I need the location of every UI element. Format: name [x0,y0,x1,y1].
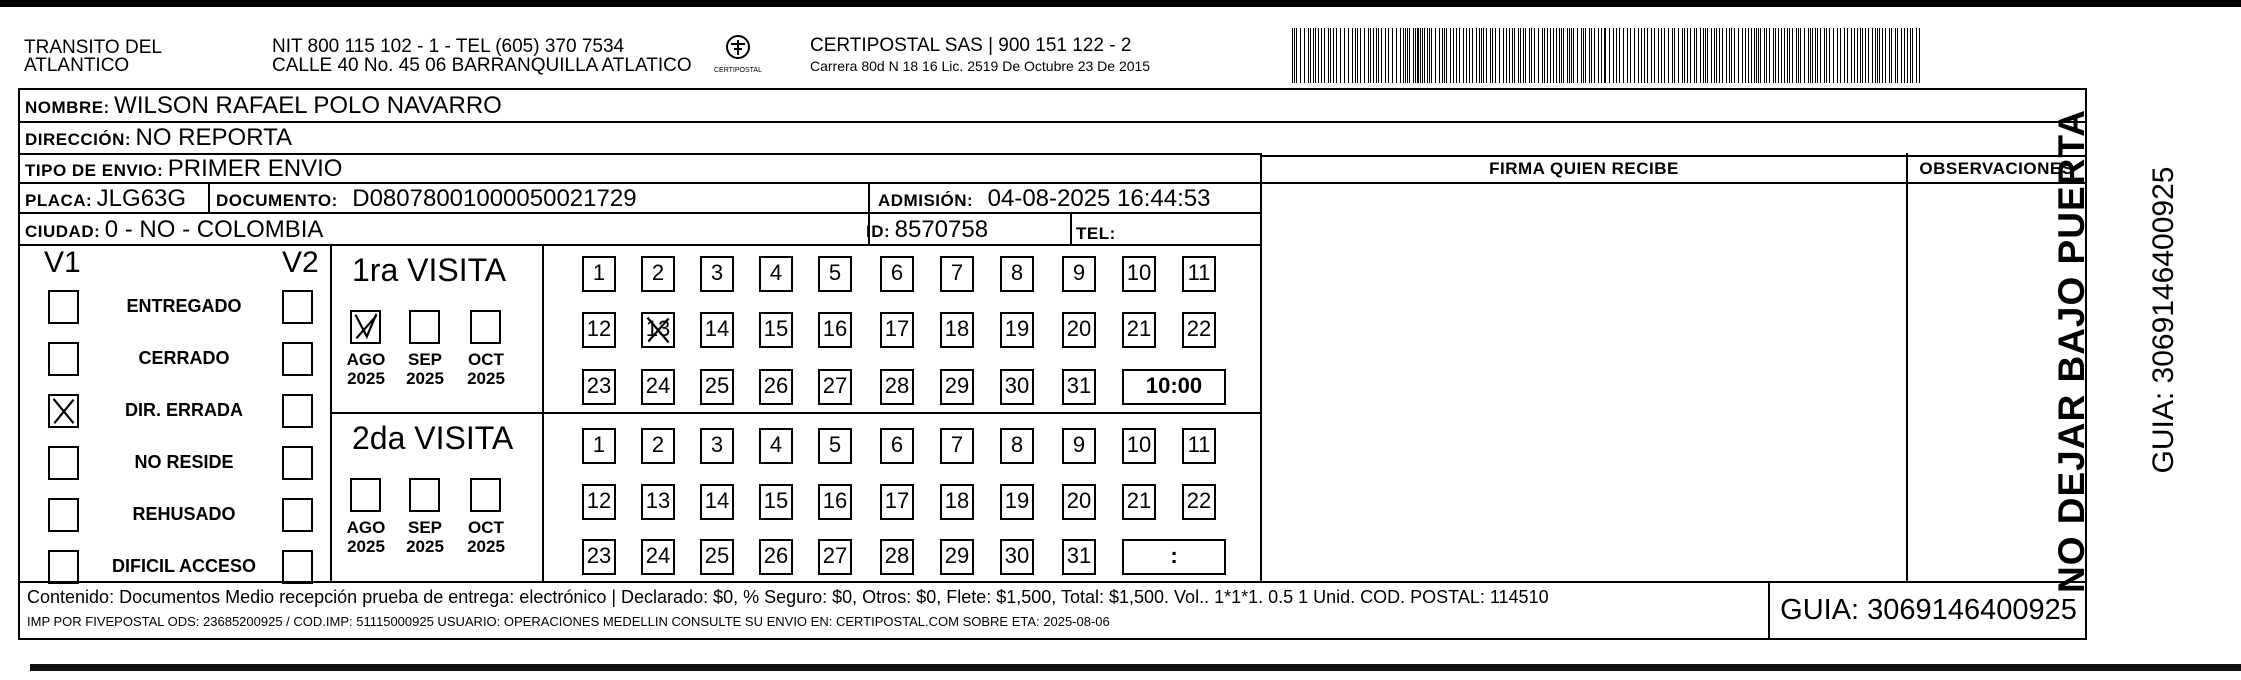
day-box[interactable]: 22 [1182,484,1216,520]
month-checkbox[interactable] [470,478,501,512]
month-checkbox[interactable] [409,478,440,512]
day-box[interactable]: 16 [818,312,852,348]
month-label: OCT 2025 [467,350,505,388]
v2-checkbox[interactable] [282,342,313,376]
day-box[interactable]: 22 [1182,312,1216,348]
day-box[interactable]: 31 [1062,369,1096,405]
day-box[interactable]: 31 [1062,539,1096,575]
month-label: AGO 2025 [346,350,386,388]
v2-label: V2 [282,246,319,279]
day-box[interactable]: 25 [700,539,734,575]
day-box[interactable]: 13 [641,312,675,348]
status-option-label: ENTREGADO [126,296,242,316]
status-option-label: NO RESIDE [134,452,234,472]
month-checkbox[interactable] [350,310,381,344]
v1-checkbox[interactable] [48,394,79,428]
day-box[interactable]: 26 [759,539,793,575]
day-box[interactable]: 15 [759,484,793,520]
day-box[interactable]: 5 [818,428,852,464]
v1-checkbox[interactable] [48,446,79,480]
v2-checkbox[interactable] [282,498,313,532]
day-box[interactable]: 28 [880,539,914,575]
day-box[interactable]: 2 [641,256,675,292]
month-label: OCT 2025 [467,518,505,556]
day-box[interactable]: 26 [759,369,793,405]
v1-label: V1 [44,246,81,279]
tipo-envio-row [25,155,342,183]
firma-area[interactable] [1262,183,1906,581]
day-box[interactable]: 6 [880,256,914,292]
day-box[interactable]: 7 [940,428,974,464]
first-visit-title: 1ra VISITA [352,252,507,288]
day-box[interactable]: 27 [818,369,852,405]
status-option-label: CERRADO [138,348,230,368]
day-box[interactable]: 12 [582,312,616,348]
day-box[interactable]: 14 [700,312,734,348]
courier-line1: CERTIPOSTAL SAS | 900 151 122 - 2 [810,35,1132,56]
admision-label: ADMISIÓN: [878,191,974,210]
v2-checkbox[interactable] [282,394,313,428]
day-box[interactable]: 3 [700,428,734,464]
day-box[interactable]: 8 [1000,256,1034,292]
day-box[interactable]: 11 [1182,428,1216,464]
day-box[interactable]: 16 [818,484,852,520]
day-box[interactable]: 24 [641,369,675,405]
day-box[interactable]: 1 [582,256,616,292]
v2-checkbox[interactable] [282,290,313,324]
day-box[interactable]: 10 [1122,428,1156,464]
day-box[interactable]: 30 [1000,369,1034,405]
status-option-label: DIFICIL ACCESO [111,556,256,576]
day-box[interactable]: 12 [582,484,616,520]
footer-line2: IMP POR FIVEPOSTAL ODS: 23685200925 / COD.IMP: 51115000925 USUARIO: OPERACIONES MEDELLIN CONSULTE SU ENVIO EN: CERTIPOSTAL.COM SOBRE ETA: 2025-08-06 [27,614,1110,629]
footer-line1: Contenido: Documentos Medio recepción prueba de entrega: electrónico | Declarado: $0, % Seguro: $0, Otros: $0, Flete: $1,500, Total: $1,500. Vol.. 1*1*1. 0.5 1 Unid. COD. POSTAL: 114510 [27,587,1549,607]
admision-row [878,185,1210,213]
footer-guia: GUIA: 3069146400925 [1780,594,2077,626]
day-box[interactable]: 9 [1062,256,1096,292]
day-box[interactable]: 18 [940,484,974,520]
day-box[interactable]: 18 [940,312,974,348]
month-checkbox[interactable] [470,310,501,344]
day-box[interactable]: 28 [880,369,914,405]
day-box[interactable]: 29 [940,539,974,575]
v2-checkbox[interactable] [282,550,313,584]
side-notice: NO DEJAR BAJO PUERTA [2051,109,2092,593]
day-box[interactable]: 17 [880,484,914,520]
day-box[interactable]: 2 [641,428,675,464]
v1-checkbox[interactable] [48,550,79,584]
day-box[interactable]: 19 [1000,312,1034,348]
id-label: ID: [866,222,891,241]
nombre-value: WILSON RAFAEL POLO NAVARRO [114,92,502,119]
courier-line2: Carrera 80d N 18 16 Lic. 2519 De Octubre 23 De 2015 [810,58,1151,74]
observaciones-header: OBSERVACIONES [1919,159,2074,178]
day-box[interactable]: 15 [759,312,793,348]
documento-label: DOCUMENTO: [216,191,338,210]
ciudad-value: 0 - NO - COLOMBIA [104,216,324,243]
tipo-envio-value: PRIMER ENVIO [167,155,343,182]
placa-value: JLG63G [96,185,187,212]
bottom-border [30,664,2241,671]
id-row [866,216,988,244]
documento-row [216,185,637,213]
side-guia: GUIA: 3069146400925 [2147,166,2180,474]
month-label: SEP 2025 [406,518,444,556]
org-name-line1: TRANSITO DEL [24,37,162,58]
month-checkbox[interactable] [350,478,381,512]
day-check-mark [643,314,673,346]
day-box[interactable]: 4 [759,256,793,292]
day-box[interactable]: 9 [1062,428,1096,464]
nit-line2: CALLE 40 No. 45 06 BARRANQUILLA ATLATICO [272,55,692,76]
id-value: 8570758 [894,216,989,243]
v1-checkbox[interactable] [48,498,79,532]
v1-checkbox[interactable] [48,342,79,376]
direccion-label: DIRECCIÓN: [25,130,132,149]
day-box[interactable]: 25 [700,369,734,405]
day-box[interactable]: 23 [582,369,616,405]
day-box[interactable]: 29 [940,369,974,405]
visit-time-box[interactable]: 10:00 [1122,369,1226,405]
month-label: SEP 2025 [406,350,444,388]
ciudad-row [25,216,323,244]
v2-checkbox[interactable] [282,446,313,480]
second-visit-title: 2da VISITA [352,420,514,456]
day-box[interactable]: 5 [818,256,852,292]
v1-checkbox[interactable] [48,290,79,324]
day-box[interactable]: 20 [1062,312,1096,348]
ciudad-label: CIUDAD: [25,222,101,241]
month-label: AGO 2025 [346,518,386,556]
day-box[interactable]: 1 [582,428,616,464]
nombre-label: NOMBRE: [25,98,110,117]
day-box[interactable]: 23 [582,539,616,575]
svg-text:CERTIPOSTAL: CERTIPOSTAL [714,67,762,74]
status-option-label: DIR. ERRADA [124,400,243,420]
org-name-line2: ATLANTICO [24,55,130,76]
direccion-row [25,124,292,152]
day-box[interactable]: 21 [1122,484,1156,520]
day-box[interactable]: 7 [940,256,974,292]
day-box[interactable]: 19 [1000,484,1034,520]
day-box[interactable]: 6 [880,428,914,464]
day-box[interactable]: 27 [818,539,852,575]
nit-line1: NIT 800 115 102 - 1 - TEL (605) 370 7534 [272,36,625,57]
tel-row [1076,218,1116,246]
top-border [0,0,2241,7]
admision-value: 04-08-2025 16:44:53 [987,185,1211,212]
day-box[interactable]: 3 [700,256,734,292]
day-box[interactable]: 20 [1062,484,1096,520]
placa-row [25,185,186,213]
firma-header: FIRMA QUIEN RECIBE [1489,159,1679,178]
barcode [1290,28,1926,83]
direccion-value: NO REPORTA [135,124,292,151]
day-box[interactable]: 8 [1000,428,1034,464]
nombre-row [25,92,502,120]
tel-label: TEL: [1076,224,1116,243]
day-box[interactable]: 11 [1182,256,1216,292]
day-box[interactable]: 30 [1000,539,1034,575]
documento-value: D08078001000050021729 [352,185,637,212]
status-option-label: REHUSADO [132,504,236,524]
day-box[interactable]: 10 [1122,256,1156,292]
day-box[interactable]: 21 [1122,312,1156,348]
day-box[interactable]: 13 [641,484,675,520]
day-box[interactable]: 17 [880,312,914,348]
day-box[interactable]: 14 [700,484,734,520]
tipo-envio-label: TIPO DE ENVIO: [25,161,164,180]
month-checkbox[interactable] [409,310,440,344]
visit-time-box[interactable]: : [1122,539,1226,575]
placa-label: PLACA: [25,191,93,210]
day-box[interactable]: 4 [759,428,793,464]
certipostal-logo [706,32,770,76]
day-box[interactable]: 24 [641,539,675,575]
